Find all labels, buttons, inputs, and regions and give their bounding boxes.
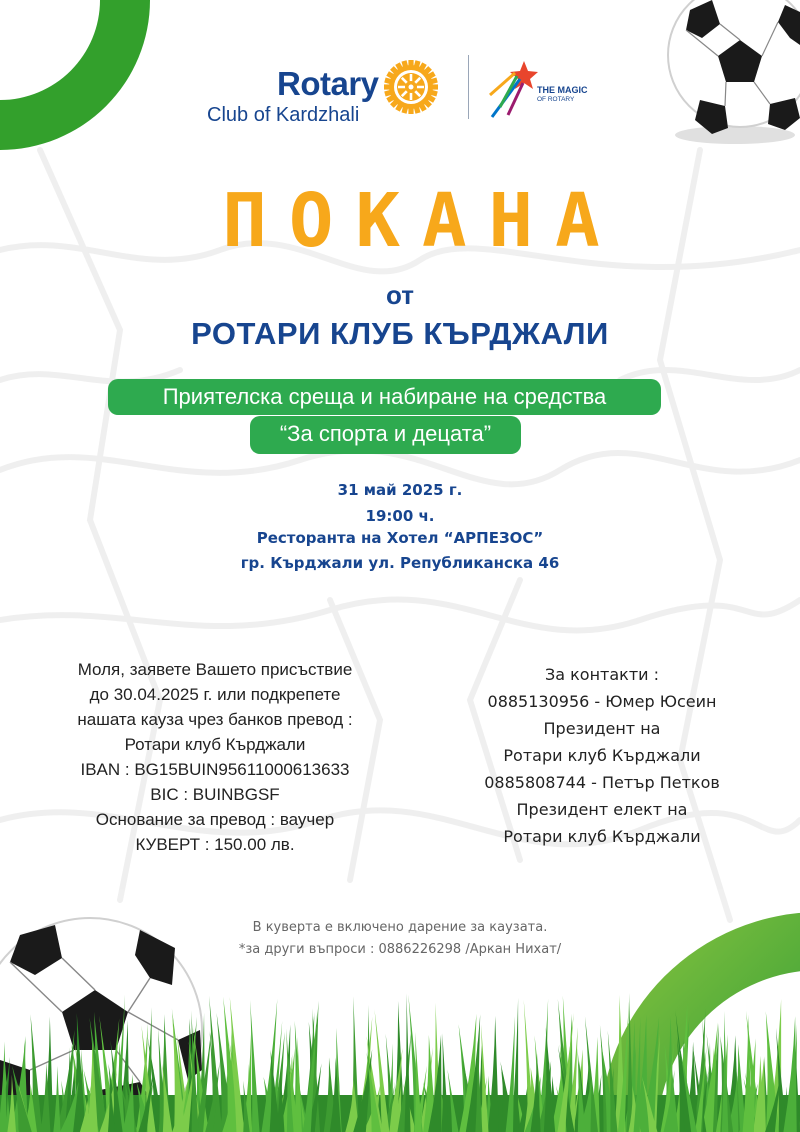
contact-line: 0885808744 - Петър Петков	[484, 773, 720, 792]
donation-note: В куверта е включено дарение за каузата.	[252, 920, 548, 935]
event-address: гр. Кърджали ул. Републиканска 46	[240, 554, 560, 572]
logo-divider	[468, 55, 469, 119]
rsvp-line: нашата кауза чрез банков превод :	[77, 710, 353, 729]
magic-star-icon	[486, 59, 538, 119]
contact-line: Президент елект на	[516, 800, 688, 819]
invitation-title: ПОКАНА	[222, 178, 622, 264]
club-of-kardzhali-text: Club of Kardzhali	[207, 104, 360, 126]
event-time: 19:00 ч.	[365, 507, 435, 525]
magic-line-2: OF ROTARY	[537, 96, 575, 103]
rsvp-bank-details	[40, 657, 390, 857]
rsvp-line: до 30.04.2025 г. или подкрепете	[89, 685, 341, 704]
rotary-logo	[204, 55, 604, 125]
rsvp-line: Моля, заявете Вашето присъствие	[77, 660, 353, 679]
contacts-block	[460, 661, 744, 850]
magic-line-1: THE MAGIC	[537, 85, 588, 95]
contact-line: Ротари клуб Кърджали	[503, 827, 701, 846]
contacts-heading: За контакти :	[544, 665, 660, 684]
contact-line: Ротари клуб Кърджали	[503, 746, 701, 765]
rotary-wheel-icon	[382, 58, 440, 116]
bic-line: BIC : BUINBGSF	[150, 785, 280, 804]
contact-line: 0885130956 - Юмер Юсеин	[487, 692, 717, 711]
iban-line: IBAN : BG15BUIN95611000613633	[80, 760, 350, 779]
green-arc-top-left	[0, 0, 150, 150]
questions-note: *за други въпроси : 0886226298 /Аркан Нихат/	[238, 942, 562, 957]
transfer-reason-line: Основание за превод : ваучер	[95, 810, 335, 829]
event-venue: Ресторанта на Хотел “АРПЕЗОС”	[256, 529, 544, 547]
contact-line: Президент на	[543, 719, 661, 738]
soccer-ball-top-right	[668, 0, 800, 144]
club-name-heading: РОТАРИ КЛУБ КЪРДЖАЛИ	[191, 316, 609, 351]
event-date: 31 май 2025 г.	[337, 481, 463, 499]
banner-line-2: “За спорта и децата”	[250, 416, 521, 454]
banner-line-1: Приятелска среща и набиране на средства	[108, 379, 661, 415]
from-label: от	[386, 280, 414, 310]
cover-price-line: КУВЕРТ : 150.00 лв.	[135, 835, 295, 854]
rotary-wordmark: Rotary	[277, 65, 379, 102]
magic-of-rotary-text	[537, 86, 588, 104]
rsvp-line: Ротари клуб Кърджали	[124, 735, 306, 754]
